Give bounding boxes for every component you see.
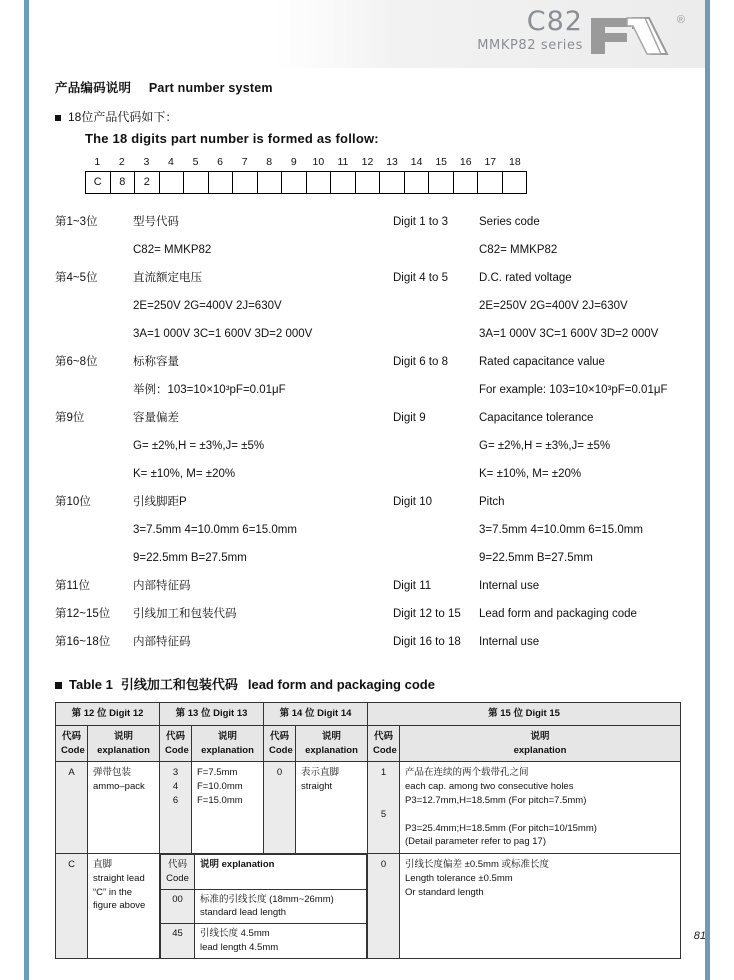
spec-row — [55, 404, 690, 432]
spec-subvalue-cn: 3=7.5mm 4=10.0mm 6=15.0mm — [133, 524, 297, 536]
spec-value-en: Series code — [479, 216, 540, 228]
group-header-digit13: 第 13 位 Digit 13 — [160, 703, 264, 726]
spec-subvalue-cn: 2E=250V 2G=400V 2J=630V — [133, 300, 282, 312]
spec-subvalue-cn: 举例：103=10×10³pF=0.01μF — [133, 384, 286, 396]
spec-label-cn: 第12~15位 — [55, 608, 111, 620]
digit-index-1: 1 — [94, 156, 101, 168]
d15-expl-line: P3=25.4mm;H=18.5mm (For pitch=10/15mm) — [405, 822, 597, 834]
spec-subvalue-en-wrap — [393, 320, 690, 348]
spec-label-cn: 第6~8位 — [55, 356, 98, 368]
spec-value-cn: 标称容量 — [133, 356, 179, 368]
group-header-digit12: 第 12 位 Digit 12 — [56, 703, 160, 726]
spec-row — [55, 264, 690, 292]
specification-list — [55, 208, 690, 656]
spec-subvalue-cn-wrap — [55, 320, 393, 348]
d13-expl-line: F=15.0mm — [197, 794, 243, 806]
table1-title — [55, 674, 690, 693]
d12-expl-line: figure above — [93, 900, 146, 912]
spec-value-en: Pitch — [479, 496, 505, 508]
d12-expl-line: 直脚 — [93, 859, 113, 871]
subheader-code-13: 代码 Code — [160, 725, 192, 762]
subtable-code-00: 00 — [161, 889, 195, 924]
spec-label-en: Digit 16 to 18 — [393, 636, 461, 648]
spec-col-en — [393, 348, 690, 376]
subtable-line: 引线长度 4.5mm — [200, 928, 270, 940]
spec-row — [55, 628, 690, 656]
spacer — [405, 808, 675, 822]
spec-col-en — [393, 264, 690, 292]
digit-index-5: 5 — [192, 156, 199, 168]
spec-subvalue-en-wrap — [393, 460, 690, 488]
subheader-code-15: 代码 Code — [368, 725, 400, 762]
cell-d14-expl-a: 表示直脚 straight — [296, 762, 368, 854]
digit-cell-row — [85, 171, 527, 194]
spec-col-cn — [55, 208, 393, 236]
d15-expl-line: each cap. among two consecutive holes — [405, 781, 574, 793]
digit-index-9: 9 — [290, 156, 297, 168]
cell-d15-expl-c — [400, 854, 681, 959]
spec-label-en: Digit 4 to 5 — [393, 272, 448, 284]
spec-value-cn: 容量偏差 — [133, 412, 179, 424]
digit-index-16: 16 — [459, 156, 472, 168]
spec-row — [55, 600, 690, 628]
cell-d13-expl-a — [192, 762, 264, 854]
square-bullet-icon — [55, 115, 61, 121]
product-code-title: C82 — [526, 6, 583, 37]
spec-subrow — [55, 292, 690, 320]
digit-index-2: 2 — [118, 156, 125, 168]
digit-index-12: 12 — [361, 156, 374, 168]
bullet-18-digit-en: The 18 digits part number is formed as follow: — [85, 131, 379, 146]
spec-label-cn: 第16~18位 — [55, 636, 111, 648]
spec-subrow — [55, 460, 690, 488]
spec-subvalue-en-wrap — [393, 516, 690, 544]
spec-subvalue-cn: G= ±2%,H = ±3%,J= ±5% — [133, 440, 265, 452]
spec-subvalue-en: For example: 103=10×10³pF=0.01μF — [479, 384, 668, 396]
spec-value-cn: 引线加工和包装代码 — [133, 608, 237, 620]
table-group-header-row — [56, 703, 681, 726]
cell-d14-code-a: 0 — [264, 762, 296, 854]
spec-subrow — [55, 544, 690, 572]
spec-col-en — [393, 572, 690, 600]
digit-index-17: 17 — [484, 156, 497, 168]
spec-label-cn: 第11位 — [55, 580, 90, 592]
spec-subvalue-en: C82= MMKP82 — [479, 244, 558, 256]
lead-form-packaging-table — [55, 702, 681, 959]
subtable-header-code: 代码 Code — [161, 855, 195, 890]
cell-d15-code-a: 1 5 — [368, 762, 400, 854]
spec-subrow — [55, 376, 690, 404]
spec-subvalue-cn-wrap — [55, 236, 393, 264]
d15-expl-line: (Detail parameter refer to pag 17) — [405, 836, 546, 848]
spec-subrow — [55, 432, 690, 460]
digit-index-15: 15 — [435, 156, 447, 168]
spec-col-cn — [55, 488, 393, 516]
d13-expl-line: F=7.5mm — [197, 767, 238, 779]
section-title-cn: 产品编码说明 — [55, 81, 132, 95]
digit-cell-1[interactable]: C — [86, 172, 111, 193]
spec-subvalue-en: K= ±10%, M= ±20% — [479, 468, 582, 480]
spec-subvalue-cn-wrap — [55, 460, 393, 488]
digit-cell-7[interactable] — [233, 172, 258, 193]
spec-subvalue-cn-wrap — [55, 376, 393, 404]
spec-label-en: Digit 9 — [393, 412, 426, 424]
digit-index-6: 6 — [217, 156, 224, 168]
company-logo — [587, 14, 687, 58]
spec-subvalue-en-wrap — [393, 236, 690, 264]
spec-subvalue-cn: 9=22.5mm B=27.5mm — [133, 552, 247, 564]
spec-col-cn — [55, 628, 393, 656]
group-header-digit15: 第 15 位 Digit 15 — [368, 703, 681, 726]
spec-col-cn — [55, 600, 393, 628]
group-header-digit14: 第 14 位 Digit 14 — [264, 703, 368, 726]
subtable-header-expl: 说明 explanation — [195, 855, 367, 890]
spec-subvalue-en: 9=22.5mm B=27.5mm — [479, 552, 593, 564]
spec-col-en — [393, 208, 690, 236]
d15-expl-line: 引线长度偏差 ±0.5mm 或标准长度 — [405, 859, 550, 871]
subtable-line: standard lead length — [200, 907, 287, 919]
digit-index-3: 3 — [143, 156, 150, 168]
spec-label-cn: 第4~5位 — [55, 272, 98, 284]
table-sub-header-row — [56, 725, 681, 762]
page-number: 81 — [693, 930, 706, 942]
page-content — [55, 78, 690, 959]
d12-expl-line: “C” in the — [93, 886, 133, 898]
table-row — [56, 762, 681, 854]
d15-expl-line: Length tolerance ±0.5mm — [405, 872, 513, 884]
digit-index-7: 7 — [241, 156, 248, 168]
spec-col-cn — [55, 404, 393, 432]
subheader-expl-15: 说明 explanation — [400, 725, 681, 762]
d12-expl-line: straight lead — [93, 872, 145, 884]
spec-subvalue-cn-wrap — [55, 292, 393, 320]
spec-label-en: Digit 11 — [393, 580, 432, 592]
cell-d13-code-a — [160, 762, 192, 854]
digit-box-diagram — [85, 156, 527, 194]
square-bullet-icon — [55, 682, 62, 689]
digit-cell-3[interactable]: 2 — [135, 172, 160, 193]
digit-cell-8[interactable] — [258, 172, 283, 193]
d15-expl-line: P3=12.7mm,H=18.5mm (For pitch=7.5mm) — [405, 794, 587, 806]
subtable-line: lead length 4.5mm — [200, 941, 279, 953]
subheader-expl-13: 说明 explanation — [192, 725, 264, 762]
spec-subvalue-cn: 3A=1 000V 3C=1 600V 3D=2 000V — [133, 328, 313, 340]
spec-row — [55, 348, 690, 376]
digit-index-18: 18 — [509, 156, 521, 168]
spec-subvalue-en: G= ±2%,H = ±3%,J= ±5% — [479, 440, 611, 452]
table1-title-cn: 引线加工和包装代码 — [120, 677, 238, 692]
d13-expl-line: F=10.0mm — [197, 781, 243, 793]
spec-value-cn: 型号代码 — [133, 216, 179, 228]
fa-logo-icon — [587, 14, 671, 58]
spec-label-cn: 第1~3位 — [55, 216, 98, 228]
spec-label-en: Digit 6 to 8 — [393, 356, 448, 368]
spec-subvalue-en-wrap — [393, 292, 690, 320]
spec-col-en — [393, 404, 690, 432]
cell-d12-code-c: C — [56, 854, 88, 959]
spec-subrow — [55, 320, 690, 348]
page-rail-right — [705, 0, 710, 980]
table-row — [56, 854, 681, 959]
spec-label-cn: 第9位 — [55, 412, 85, 424]
spec-subvalue-cn-wrap — [55, 432, 393, 460]
subtable-expl-45 — [195, 924, 367, 959]
spec-value-en: Lead form and packaging code — [479, 608, 637, 620]
header-title-group — [477, 8, 583, 53]
page-rail-left — [24, 0, 29, 980]
spec-row — [55, 208, 690, 236]
digit-index-10: 10 — [312, 156, 325, 168]
digit-cell-17[interactable] — [478, 172, 503, 193]
bullet-label-cn: 18位产品代码如下： — [68, 110, 178, 124]
cell-d12-code-a: A — [56, 762, 88, 854]
digit-cell-11[interactable] — [331, 172, 356, 193]
spec-col-cn — [55, 572, 393, 600]
spec-value-cn: 直流额定电压 — [133, 272, 202, 284]
cell-d15-code-c: 0 — [368, 854, 400, 959]
spec-value-en: Internal use — [479, 580, 540, 592]
digit-cell-6[interactable] — [209, 172, 234, 193]
bullet-18-digit-cn — [55, 108, 690, 125]
spec-value-en: Capacitance tolerance — [479, 412, 594, 424]
spec-subrow — [55, 236, 690, 264]
spec-row — [55, 572, 690, 600]
digit-cell-5[interactable] — [184, 172, 209, 193]
lead-length-subtable — [160, 854, 367, 959]
subtable-row — [161, 924, 367, 959]
spec-subvalue-cn: C82= MMKP82 — [133, 244, 212, 256]
registered-trademark-icon: ® — [676, 14, 685, 26]
spec-label-en: Digit 12 to 15 — [393, 608, 461, 620]
digit-cell-10[interactable] — [307, 172, 332, 193]
spec-subvalue-cn-wrap — [55, 516, 393, 544]
digit-cell-13[interactable] — [380, 172, 405, 193]
digit-index-14: 14 — [410, 156, 423, 168]
spec-subrow — [55, 516, 690, 544]
spec-subvalue-en-wrap — [393, 376, 690, 404]
page-header — [29, 0, 705, 68]
spec-label-en: Digit 10 — [393, 496, 432, 508]
spec-label-en: Digit 1 to 3 — [393, 216, 448, 228]
spec-col-en — [393, 600, 690, 628]
spec-subvalue-en: 3=7.5mm 4=10.0mm 6=15.0mm — [479, 524, 643, 536]
spec-label-cn: 第10位 — [55, 496, 91, 508]
digit-index-4: 4 — [168, 156, 174, 168]
table1-title-en: lead form and packaging code — [247, 677, 435, 692]
digit-index-8: 8 — [266, 156, 273, 168]
d15-expl-line: 产品在连续的两个载带孔之间 — [405, 767, 529, 779]
subtable-expl-00 — [195, 889, 367, 924]
subheader-expl-14: 说明 explanation — [296, 725, 368, 762]
spec-value-cn: 内部特征码 — [133, 580, 191, 592]
section-title-en: Part number system — [148, 81, 273, 95]
digit-index-11: 11 — [337, 156, 349, 168]
cell-d12-expl-c — [88, 854, 160, 959]
spec-subvalue-cn-wrap — [55, 544, 393, 572]
cell-d15-expl-a — [400, 762, 681, 854]
spec-subvalue-en: 2E=250V 2G=400V 2J=630V — [479, 300, 628, 312]
digit-cell-16[interactable] — [454, 172, 479, 193]
table1-label: Table 1 — [69, 677, 113, 692]
cell-nested-table-c — [160, 854, 368, 959]
digit-cell-15[interactable] — [429, 172, 454, 193]
digit-cell-4[interactable] — [160, 172, 185, 193]
spec-value-en: D.C. rated voltage — [479, 272, 572, 284]
spec-col-cn — [55, 264, 393, 292]
subtable-line: 标准的引线长度 (18mm~26mm) — [200, 893, 334, 905]
spec-col-cn — [55, 348, 393, 376]
d13-code-line: 6 — [172, 794, 179, 806]
subheader-code-14: 代码 Code — [264, 725, 296, 762]
digit-number-row — [85, 156, 527, 171]
digit-cell-9[interactable] — [282, 172, 307, 193]
spec-subvalue-en-wrap — [393, 432, 690, 460]
subheader-code-12: 代码 Code — [56, 725, 88, 762]
spec-col-en — [393, 488, 690, 516]
digit-cell-12[interactable] — [356, 172, 381, 193]
spec-subvalue-en-wrap — [393, 544, 690, 572]
subtable-header-row — [161, 855, 367, 890]
subtable-code-45: 45 — [161, 924, 195, 959]
spec-row — [55, 488, 690, 516]
series-subtitle: MMKP82 series — [477, 38, 583, 54]
spec-subvalue-cn: K= ±10%, M= ±20% — [133, 468, 236, 480]
digit-cell-14[interactable] — [405, 172, 430, 193]
section-title — [55, 78, 690, 96]
spec-value-en: Rated capacitance value — [479, 356, 605, 368]
digit-cell-18[interactable] — [503, 172, 528, 193]
d13-code-line: 4 — [172, 781, 179, 793]
cell-d12-expl-a: 弹带包装 ammo–pack — [88, 762, 160, 854]
d15-expl-line: Or standard length — [405, 886, 484, 898]
d13-code-line: 3 — [172, 767, 179, 779]
spec-value-cn: 引线脚距P — [133, 496, 187, 508]
digit-cell-2[interactable]: 8 — [111, 172, 136, 193]
spec-value-en: Internal use — [479, 636, 540, 648]
digit-index-13: 13 — [386, 156, 398, 168]
spec-value-cn: 内部特征码 — [133, 636, 191, 648]
subtable-row — [161, 889, 367, 924]
spec-subvalue-en: 3A=1 000V 3C=1 600V 3D=2 000V — [479, 328, 659, 340]
spec-col-en — [393, 628, 690, 656]
subheader-expl-12: 说明 explanation — [88, 725, 160, 762]
